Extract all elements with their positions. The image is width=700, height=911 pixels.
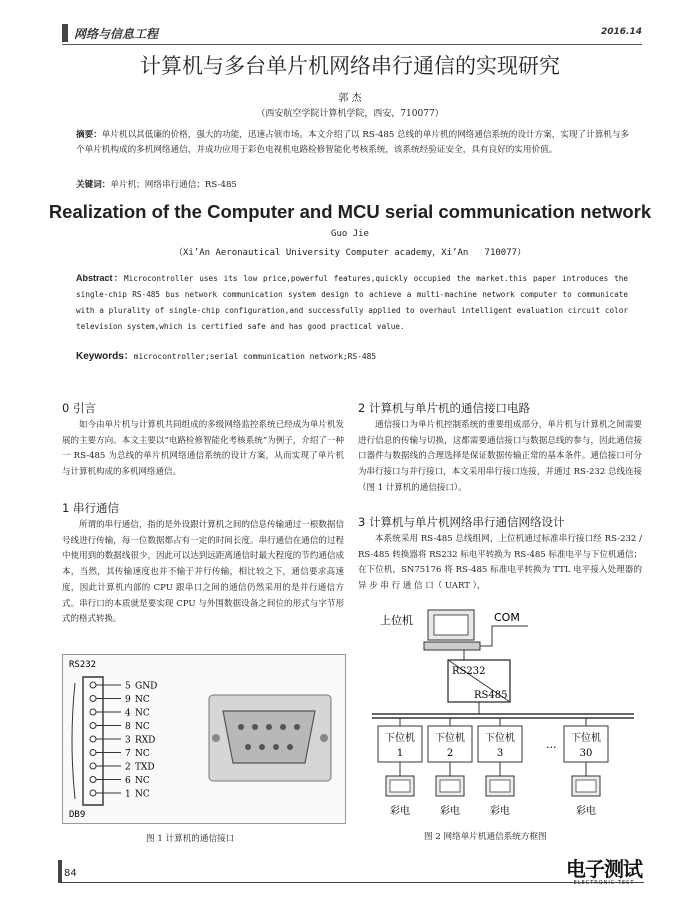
abstract-cn-label: 摘要： <box>76 130 102 140</box>
section-3-text: 本系统采用 RS-485 总线组网，上位机通过标准串行接口经 RS-232 / RS-485 转换器将 RS232 标电平转换为 RS-485 标准电平与下位机通信；在下位机，SN75176 将 RS-485 标准电平转换为 TTL 电平接入处理器的异 步 串 行 通 信 口（ UART ）， <box>358 534 642 592</box>
pin-dot <box>90 777 96 783</box>
section-1-text: 所谓的串行通信，指的是外设跟计算机之间的信息传输通过一根数据信号线进行传输，每一位数据都占有一定的时间长度。串行通信在通信的过程中使用到的数据线很少，因此可以达到远距离通信时最大程度的节约通信成本，当然，其传输速度也并不输于并行传输，相比较之下，通信要求高速度，因此计算机内部的 CPU 跟串口之间的通信仍然采用的是并行通信方式。串行口的本质就是要实现 CPU 与外围数据设备之间位的形式与字节形式的格式转换。 <box>62 520 344 625</box>
slave-number: 1 <box>396 748 404 759</box>
pin-number: 1 <box>125 789 131 800</box>
tv-screen <box>390 780 410 792</box>
tv-screen <box>440 780 460 792</box>
page-number: 84 <box>64 868 77 879</box>
author-en: Guo Jie <box>331 229 369 239</box>
pin-dot <box>90 736 96 742</box>
pin-number: 2 <box>125 762 131 773</box>
slave-units <box>378 718 608 817</box>
title-en: Realization of the Computer and MCU serial communication network <box>48 201 652 222</box>
tv-screen <box>490 780 510 792</box>
journal-section: 网络与信息工程 <box>74 27 159 41</box>
tv-label: 彩电 <box>440 806 460 817</box>
pin-name: NC <box>135 789 150 800</box>
slave-label: 下位机 <box>385 733 415 744</box>
keywords-cn-label: 关键词： <box>76 180 111 190</box>
converter-top-label: RS232 <box>452 666 486 677</box>
abstract-en-label: Abstract： <box>76 273 124 283</box>
page-mark <box>58 860 62 882</box>
title-cn: 计算机与多台单片机网络串行通信的实现研究 <box>140 54 560 78</box>
pin-dot <box>90 696 96 702</box>
host-label: 上位机 <box>380 614 413 627</box>
slave-label: 下位机 <box>485 733 515 744</box>
keywords-en-text: microcontroller;serial communication network;RS-485 <box>133 352 377 361</box>
abstract-cn-text: 单片机以其低廉的价格，强大的功能，迅速占领市场。本文介绍了以 RS-485 总线的单片机的网络通信系统的设计方案，实现了计算机与多个单片机构成的多机网络通信，并成功应用于彩色电视机电路检修智能化考核系统，该系统经验证安全，具有良好的实用价值。 <box>76 130 630 155</box>
journal-logo <box>566 858 642 886</box>
tv-label: 彩电 <box>390 806 410 817</box>
photo-pin <box>259 744 265 750</box>
photo-pin <box>273 744 279 750</box>
section-3-heading: 3 计算机与单片机网络串行通信网络设计 <box>358 515 565 529</box>
author-cn: 郭 杰 <box>338 93 362 104</box>
slave-number: 3 <box>496 748 504 759</box>
pin-name: NC <box>135 722 150 732</box>
slave-ellipsis: ... <box>546 738 557 751</box>
pin-number: 3 <box>125 735 131 746</box>
slave-number: 2 <box>446 748 454 759</box>
section-2-text: 通信接口为单片机控制系统的重要组成部分，单片机与计算机之间需要进行信息的传输与切换，这都需要通信接口与数据总线的参与，因此通信接口器件与数据线的合理选择是保证数据传输正常的基本条件。通信接口可分为串行接口与并行接口，本文采用串行接口连接，并通过 RS-232 总线连接（图 1 计算机的通信接口）。 <box>358 420 642 493</box>
rs232-label: RS232 <box>69 660 97 670</box>
com-label: COM <box>494 611 520 624</box>
photo-pin <box>266 724 272 730</box>
abstract-cn <box>76 128 636 158</box>
photo-pin <box>294 724 300 730</box>
issue-number: 2016.14 <box>601 27 642 37</box>
pin-number: 5 <box>125 681 131 692</box>
pin-number: 4 <box>125 708 131 719</box>
logo-subtext: ELECTRONIC TEST <box>573 880 635 886</box>
db9-photo-plug <box>223 711 315 763</box>
pin-name: NC <box>135 749 150 759</box>
pin-rows <box>90 682 157 800</box>
tv-screen <box>576 780 596 792</box>
section-0-text: 如今由单片机与计算机共同组成的多级网络监控系统已经成为单片机发展的主要方向。本文主要以“电路检修智能化考核系统”为例子，介绍了一种一 RS-485 为总线的单片机网络通信系统的设计方案，从而实现了单片机与计算机构成的多机网络通信。 <box>62 420 344 478</box>
section-0-heading: 0 引言 <box>62 401 96 415</box>
keywords-cn-text: 单片机；网络串行通信；RS-485 <box>110 180 237 190</box>
keywords-en-label: Keywords： <box>76 351 134 362</box>
pin-name: NC <box>135 776 150 786</box>
pin-name: TXD <box>135 762 155 773</box>
pin-dot <box>90 763 96 769</box>
slave-number: 30 <box>579 748 593 759</box>
network-diagram <box>368 606 640 828</box>
pin-dot <box>90 682 96 688</box>
photo-pin <box>252 724 258 730</box>
header-mark <box>62 24 68 42</box>
host-screen <box>434 615 468 635</box>
pin-dot <box>90 709 96 715</box>
pin-name: GND <box>135 681 158 692</box>
com-line <box>480 626 528 646</box>
pin-name: NC <box>135 708 150 719</box>
photo-pin <box>287 744 293 750</box>
pin-dot <box>90 723 96 729</box>
pin-name: NC <box>135 695 150 705</box>
photo-pin <box>245 744 251 750</box>
footer-rule <box>58 882 644 883</box>
pin-dot <box>90 790 96 796</box>
figure-2-block-diagram <box>368 606 640 828</box>
db9-label: DB9 <box>69 810 86 820</box>
tv-label: 彩电 <box>490 806 510 817</box>
figure-1-caption: 图 1 计算机的通信接口 <box>146 834 235 844</box>
figure-2-caption: 图 2 网络单片机通信系统方框图 <box>424 832 547 842</box>
figure-1-db9-interface <box>62 654 346 824</box>
db9-diagram <box>63 655 345 823</box>
pin-number: 7 <box>125 749 131 759</box>
journal-header <box>62 22 642 45</box>
converter-bottom-label: RS485 <box>474 690 508 701</box>
screw-left <box>212 734 220 742</box>
affiliation-en: （Xi’An Aeronautical University Computer academy，Xi’An 710077） <box>173 248 527 258</box>
section-1-heading: 1 串行通信 <box>62 501 119 515</box>
abstract-en <box>76 270 628 335</box>
pin-number: 6 <box>125 776 131 786</box>
logo-text: 电子测试 <box>566 857 642 881</box>
slave-label: 下位机 <box>571 733 601 744</box>
abstract-en-text: Microcontroller uses its low price,powerful features,quickly occupied the market.this paper introduces the single-chip RS-485 bus network communication system design to achieve a multi-machine network computer to communicate with a plurality of single-chip configuration,and successfully applied to overhaul intelligent evaluation circuit color television system,which is certified safe and has good practical value. <box>76 274 628 331</box>
host-base <box>424 642 480 650</box>
photo-pin <box>280 724 286 730</box>
connector-body <box>72 683 75 799</box>
photo-pin <box>238 724 244 730</box>
tv-label: 彩电 <box>576 806 596 817</box>
pin-number: 8 <box>125 722 131 732</box>
affiliation-cn: （西安航空学院计算机学院，西安，710077） <box>256 109 444 119</box>
pin-name: RXD <box>135 735 156 746</box>
pin-dot <box>90 750 96 756</box>
screw-right <box>320 734 328 742</box>
section-2-heading: 2 计算机与单片机的通信接口电路 <box>358 401 530 415</box>
slave-label: 下位机 <box>435 733 465 744</box>
keywords-en <box>76 347 636 362</box>
pin-number: 9 <box>125 695 131 705</box>
keywords-cn <box>76 178 636 190</box>
